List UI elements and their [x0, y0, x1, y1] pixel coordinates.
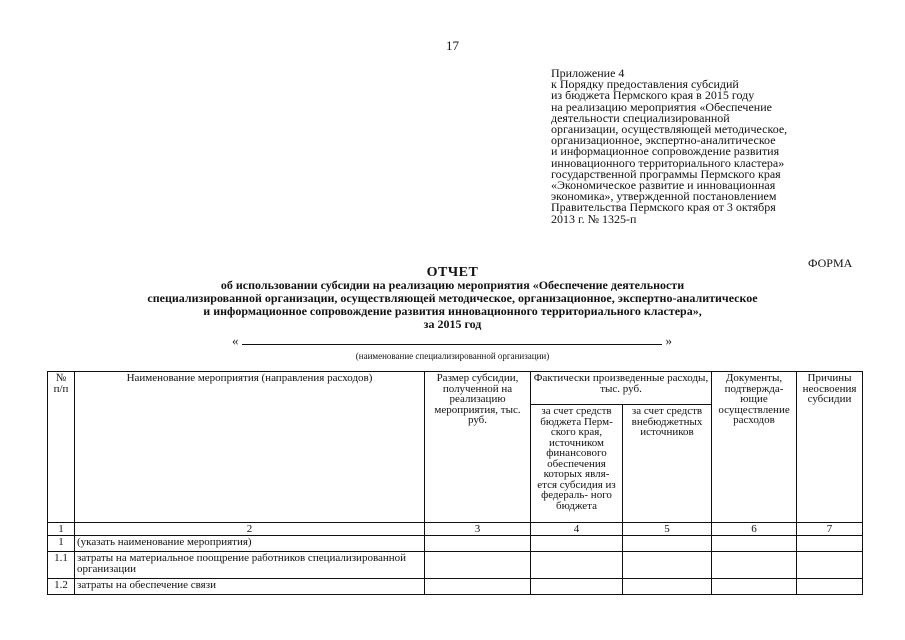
- column-number: 5: [623, 523, 712, 536]
- empty-cell: [531, 579, 623, 595]
- column-number: 1: [48, 523, 75, 536]
- table-header-row: [48, 372, 863, 405]
- row-num: 1.2: [48, 579, 75, 595]
- header-extra-budget: за счет средств внебюджетных источников: [623, 405, 712, 523]
- row-name: затраты на материальное поощрение работников специализированной организации: [75, 552, 425, 579]
- row-num: 1: [48, 536, 75, 552]
- column-number: 4: [531, 523, 623, 536]
- report-title-line: и информационное сопровождение развития инновационного территориального кластера»,: [203, 304, 702, 318]
- close-quote: »: [665, 333, 672, 348]
- empty-cell: [712, 579, 797, 595]
- row-num: 1.1: [48, 552, 75, 579]
- empty-cell: [797, 552, 863, 579]
- column-number-row: [48, 523, 863, 536]
- report-title: [40, 266, 865, 331]
- report-title-line: специализированной организации, осуществляющей методическое, организационное, экспертно-аналитическое: [147, 291, 758, 305]
- table-row: [48, 552, 863, 579]
- header-actual-expenses: Фактически произведенные расходы, тыс. руб.: [531, 372, 712, 405]
- appendix-line: организации, осуществляющей методическое,: [551, 122, 788, 137]
- appendix-line: к Порядку предоставления субсидий: [551, 77, 739, 92]
- table-row: [48, 536, 863, 552]
- header-documents: Документы, подтвержда- ющие осуществление расходов: [712, 372, 797, 523]
- column-number: 3: [425, 523, 531, 536]
- appendix-line: и информационное сопровождение развития: [551, 144, 780, 159]
- appendix-line: из бюджета Пермского края в 2015 году: [551, 88, 755, 103]
- report-heading: ОТЧЕТ: [426, 265, 479, 280]
- empty-cell: [425, 536, 531, 552]
- header-subsidy-size: Размер субсидии, полученной на реализацию мероприятия, тыс. руб.: [425, 372, 531, 523]
- table-row: [48, 579, 863, 595]
- appendix-line: экономика», утвержденной постановлением: [551, 189, 777, 204]
- empty-cell: [623, 552, 712, 579]
- open-quote: «: [232, 333, 239, 348]
- appendix-line: государственной программы Пермского края: [551, 166, 781, 181]
- column-number: 2: [75, 523, 425, 536]
- appendix-line: Приложение 4: [551, 66, 625, 80]
- organization-name-caption: (наименование специализированной организации): [355, 351, 550, 361]
- appendix-line: 2013 г. № 1325-п: [551, 211, 637, 226]
- appendix-line: организационное, экспертно-аналитическое: [551, 133, 776, 148]
- row-name: (указать наименование мероприятия): [75, 536, 425, 552]
- appendix-line: Правительства Пермского края от 3 октября: [551, 200, 776, 215]
- empty-cell: [797, 579, 863, 595]
- page-number: 17: [446, 38, 459, 53]
- appendix-line: на реализацию мероприятия «Обеспечение: [551, 99, 772, 114]
- empty-cell: [797, 536, 863, 552]
- row-name: затраты на обеспечение связи: [75, 579, 425, 595]
- empty-cell: [531, 552, 623, 579]
- appendix-note: [551, 68, 881, 225]
- appendix-line: «Экономическое развитие и инновационная: [551, 178, 776, 193]
- empty-cell: [425, 579, 531, 595]
- column-number: 7: [797, 523, 863, 536]
- column-number: 6: [712, 523, 797, 536]
- header-num: № п/п: [48, 372, 75, 523]
- appendix-line: инновационного территориального кластера»: [551, 155, 785, 170]
- appendix-line: деятельности специализированной: [551, 110, 730, 125]
- report-period: за 2015 год: [423, 317, 482, 331]
- organization-name-field: [232, 333, 672, 347]
- organization-name-underline: [242, 344, 662, 345]
- empty-cell: [531, 536, 623, 552]
- empty-cell: [712, 552, 797, 579]
- report-table: [47, 371, 863, 595]
- form-label: ФОРМА: [808, 256, 853, 270]
- empty-cell: [712, 536, 797, 552]
- header-name: Наименование мероприятия (направления расходов): [75, 372, 425, 523]
- empty-cell: [623, 579, 712, 595]
- empty-cell: [425, 552, 531, 579]
- header-reasons: Причины неосвоения субсидии: [797, 372, 863, 523]
- empty-cell: [623, 536, 712, 552]
- report-title-line: об использовании субсидии на реализацию мероприятия «Обеспечение деятельности: [220, 278, 685, 292]
- header-budget-funds: за счет средств бюджета Перм- ского края, источником финансового обеспечения которых явля- ется субсидия из федераль- ного бюджета: [531, 405, 623, 523]
